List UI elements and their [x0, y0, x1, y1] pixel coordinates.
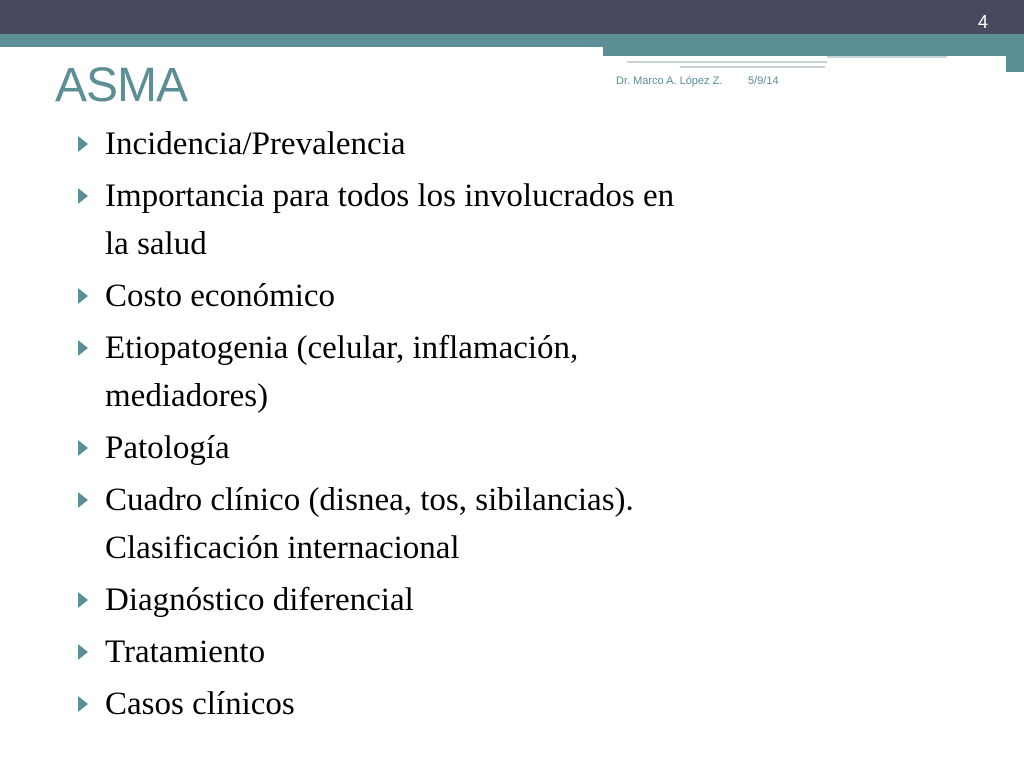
bullet-item	[78, 476, 898, 572]
bullet-text-continued: Clasificación internacional	[105, 530, 460, 566]
triangle-right-icon	[78, 592, 88, 608]
divider-line	[627, 61, 827, 63]
triangle-right-icon	[78, 440, 88, 456]
triangle-right-icon	[78, 188, 88, 204]
header-bar	[0, 0, 1024, 34]
bullet-item	[78, 628, 898, 676]
bullet-list	[78, 120, 898, 732]
bullet-item	[78, 680, 898, 728]
bullet-item	[78, 324, 898, 420]
divider-line	[680, 66, 825, 68]
triangle-right-icon	[78, 136, 88, 152]
slide-number: 4	[977, 12, 988, 32]
bullet-item	[78, 120, 898, 168]
bullet-text: Costo económico	[105, 278, 336, 314]
slide-title: ASMA	[55, 59, 188, 112]
bullet-text: Diagnóstico diferencial	[105, 582, 414, 618]
bullet-text: Incidencia/Prevalencia	[105, 126, 406, 162]
bullet-item	[78, 172, 898, 268]
triangle-right-icon	[78, 644, 88, 660]
triangle-right-icon	[78, 340, 88, 356]
triangle-right-icon	[78, 288, 88, 304]
bullet-text-continued: mediadores)	[105, 378, 269, 414]
footer-date: 5/9/14	[748, 75, 779, 87]
bullet-text: Importancia para todos los involucrados en	[105, 178, 675, 214]
bullet-item	[78, 576, 898, 624]
bullet-text: Patología	[105, 430, 230, 466]
bullet-item	[78, 272, 898, 320]
triangle-right-icon	[78, 492, 88, 508]
bullet-text: Tratamiento	[105, 634, 266, 670]
bullet-item	[78, 424, 898, 472]
bullet-text: Cuadro clínico (disnea, tos, sibilancias).	[105, 482, 634, 518]
triangle-right-icon	[78, 696, 88, 712]
bullet-text: Etiopatogenia (celular, inflamación,	[105, 330, 579, 366]
bullet-text: Casos clínicos	[105, 686, 295, 722]
accent-band	[0, 34, 1024, 47]
divider-line	[827, 56, 947, 58]
accent-step	[603, 47, 1006, 56]
footer-author: Dr. Marco A. López Z.	[616, 75, 723, 87]
accent-step-edge	[1006, 47, 1024, 72]
bullet-text-continued: la salud	[105, 226, 207, 262]
